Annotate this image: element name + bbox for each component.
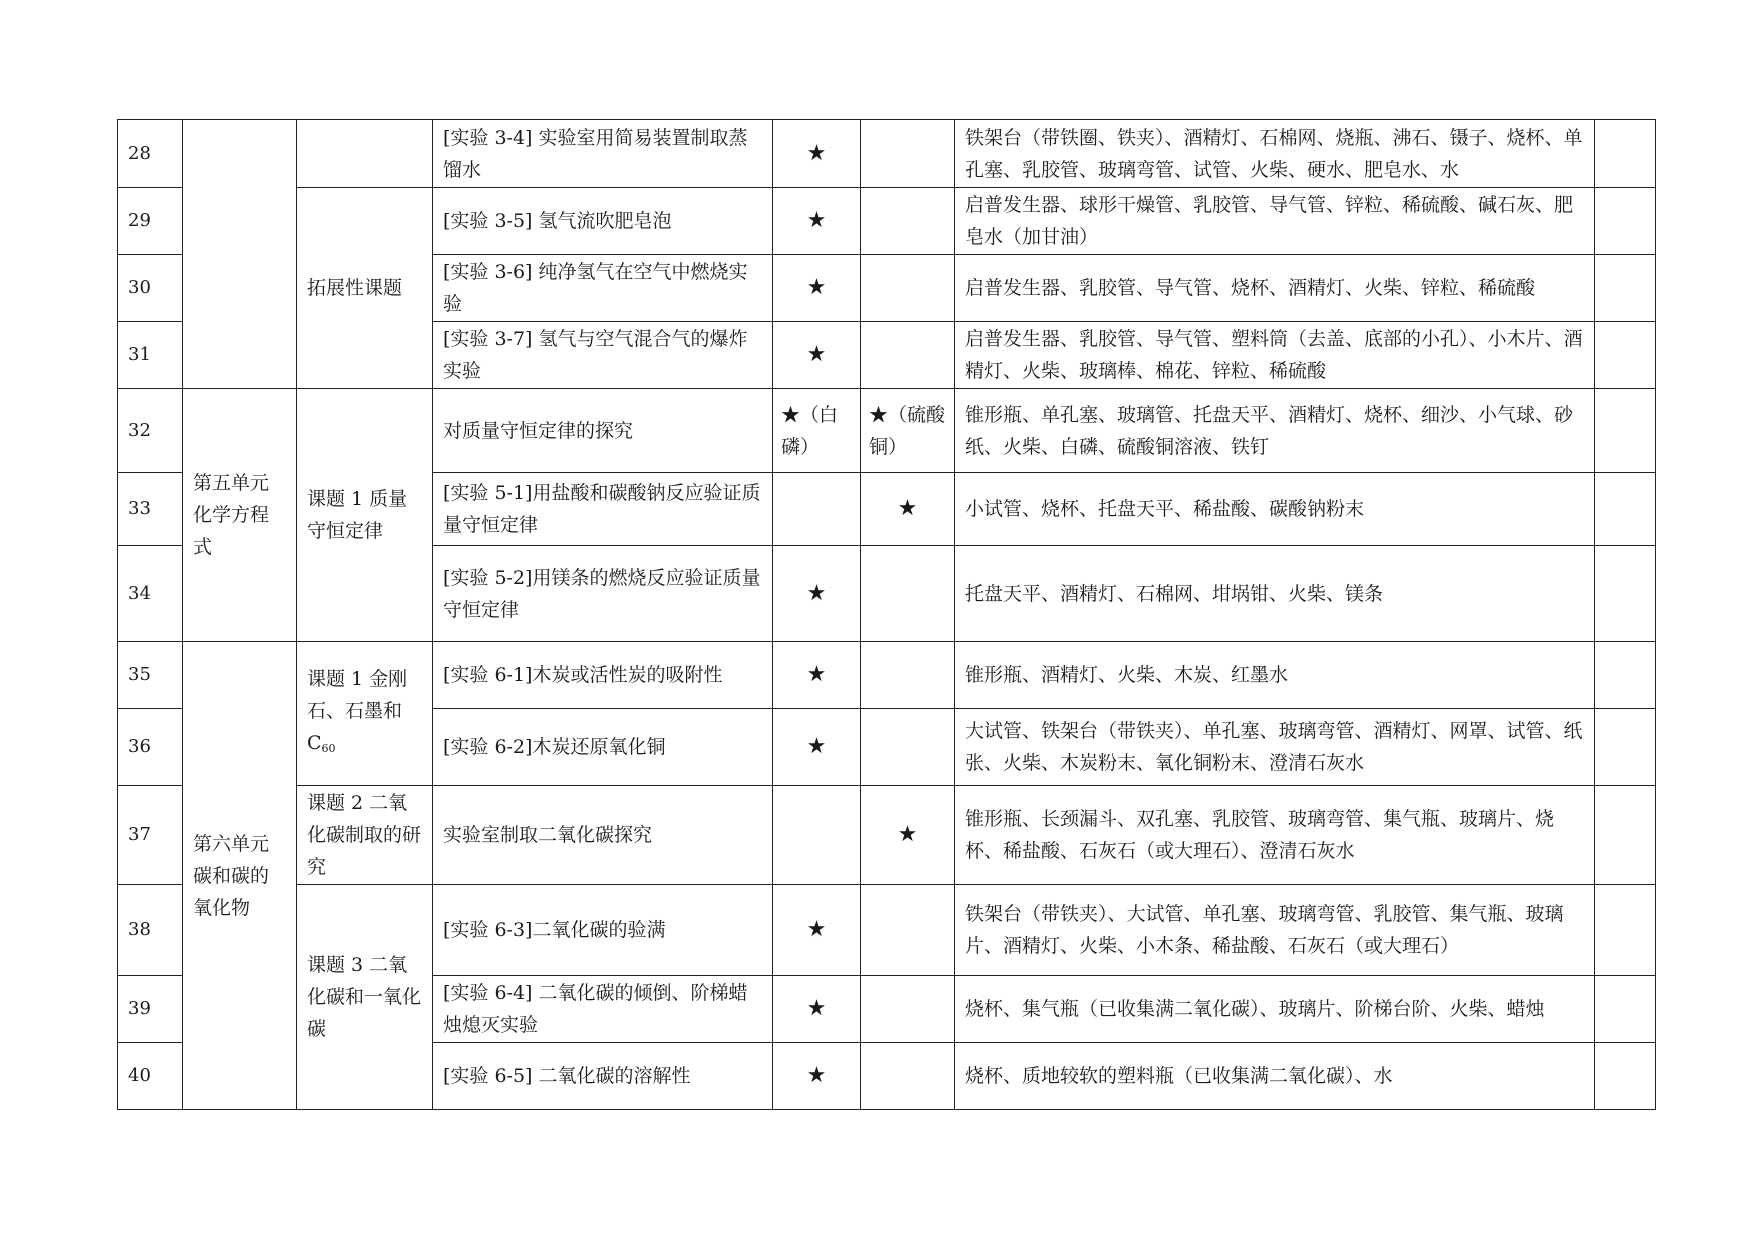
unit-cell-empty bbox=[183, 120, 297, 389]
demo-mark bbox=[773, 786, 861, 885]
group-mark: ★ bbox=[861, 473, 955, 546]
equipment-list: 铁架台（带铁圈、铁夹）、酒精灯、石棉网、烧瓶、沸石、镊子、烧杯、单孔塞、乳胶管、玻璃弯管、试管、火柴、硬水、肥皂水、水 bbox=[955, 120, 1595, 188]
experiment-name: [实验 5-2]用镁条的燃烧反应验证质量守恒定律 bbox=[433, 546, 773, 642]
row-number: 38 bbox=[118, 885, 183, 976]
group-mark bbox=[861, 976, 955, 1043]
remark-cell bbox=[1595, 322, 1656, 389]
table-row bbox=[118, 120, 1656, 188]
topic-cell-empty bbox=[297, 120, 433, 188]
demo-mark: ★ bbox=[773, 1043, 861, 1110]
row-number: 33 bbox=[118, 473, 183, 546]
remark-cell bbox=[1595, 546, 1656, 642]
remark-cell bbox=[1595, 473, 1656, 546]
row-number: 30 bbox=[118, 255, 183, 322]
group-mark bbox=[861, 322, 955, 389]
experiment-name: [实验 6-1]木炭或活性炭的吸附性 bbox=[433, 642, 773, 709]
table-row bbox=[118, 389, 1656, 473]
remark-cell bbox=[1595, 1043, 1656, 1110]
equipment-list: 大试管、铁架台（带铁夹）、单孔塞、玻璃弯管、酒精灯、网罩、试管、纸张、火柴、木炭粉末、氧化铜粉末、澄清石灰水 bbox=[955, 709, 1595, 786]
demo-mark: ★ bbox=[773, 188, 861, 255]
row-number: 34 bbox=[118, 546, 183, 642]
unit-name: 第六单元碳和碳的氧化物 bbox=[183, 642, 297, 1110]
experiment-name: 实验室制取二氧化碳探究 bbox=[433, 786, 773, 885]
remark-cell bbox=[1595, 188, 1656, 255]
equipment-list: 烧杯、集气瓶（已收集满二氧化碳）、玻璃片、阶梯台阶、火柴、蜡烛 bbox=[955, 976, 1595, 1043]
unit-name: 第五单元化学方程式 bbox=[183, 389, 297, 642]
table-row bbox=[118, 188, 1656, 255]
demo-mark: ★ bbox=[773, 255, 861, 322]
group-mark bbox=[861, 709, 955, 786]
equipment-list: 启普发生器、乳胶管、导气管、塑料筒（去盖、底部的小孔）、小木片、酒精灯、火柴、玻璃棒、棉花、锌粒、稀硫酸 bbox=[955, 322, 1595, 389]
demo-mark: ★ bbox=[773, 885, 861, 976]
row-number: 39 bbox=[118, 976, 183, 1043]
demo-mark: ★ bbox=[773, 976, 861, 1043]
experiment-equipment-table bbox=[117, 119, 1656, 1110]
topic-name: 拓展性课题 bbox=[297, 188, 433, 389]
topic-name bbox=[297, 642, 433, 786]
table-row bbox=[118, 885, 1656, 976]
remark-cell bbox=[1595, 709, 1656, 786]
remark-cell bbox=[1595, 255, 1656, 322]
experiment-name: [实验 3-5] 氢气流吹肥皂泡 bbox=[433, 188, 773, 255]
equipment-list: 锥形瓶、长颈漏斗、双孔塞、乳胶管、玻璃弯管、集气瓶、玻璃片、烧杯、稀盐酸、石灰石（或大理石）、澄清石灰水 bbox=[955, 786, 1595, 885]
topic-name-text: 课题 1 金刚石、石墨和 C bbox=[307, 667, 408, 754]
topic-name: 课题 2 二氧化碳制取的研究 bbox=[297, 786, 433, 885]
demo-mark: ★ bbox=[773, 642, 861, 709]
row-number: 31 bbox=[118, 322, 183, 389]
row-number: 40 bbox=[118, 1043, 183, 1110]
group-mark bbox=[861, 642, 955, 709]
equipment-list: 小试管、烧杯、托盘天平、稀盐酸、碳酸钠粉末 bbox=[955, 473, 1595, 546]
equipment-list: 启普发生器、球形干燥管、乳胶管、导气管、锌粒、稀硫酸、碱石灰、肥皂水（加甘油） bbox=[955, 188, 1595, 255]
demo-mark: ★ bbox=[773, 546, 861, 642]
equipment-list: 铁架台（带铁夹）、大试管、单孔塞、玻璃弯管、乳胶管、集气瓶、玻璃片、酒精灯、火柴、小木条、稀盐酸、石灰石（或大理石） bbox=[955, 885, 1595, 976]
experiment-name: [实验 3-4] 实验室用简易装置制取蒸馏水 bbox=[433, 120, 773, 188]
equipment-list: 托盘天平、酒精灯、石棉网、坩埚钳、火柴、镁条 bbox=[955, 546, 1595, 642]
demo-mark: ★ bbox=[773, 120, 861, 188]
group-mark bbox=[861, 546, 955, 642]
remark-cell bbox=[1595, 976, 1656, 1043]
equipment-list: 启普发生器、乳胶管、导气管、烧杯、酒精灯、火柴、锌粒、稀硫酸 bbox=[955, 255, 1595, 322]
group-mark bbox=[861, 1043, 955, 1110]
equipment-list: 烧杯、质地较软的塑料瓶（已收集满二氧化碳）、水 bbox=[955, 1043, 1595, 1110]
group-mark: ★（硫酸铜） bbox=[861, 389, 955, 473]
row-number: 35 bbox=[118, 642, 183, 709]
group-mark bbox=[861, 885, 955, 976]
remark-cell bbox=[1595, 885, 1656, 976]
table-row bbox=[118, 642, 1656, 709]
table-row bbox=[118, 786, 1656, 885]
remark-cell bbox=[1595, 389, 1656, 473]
experiment-name: [实验 5-1]用盐酸和碳酸钠反应验证质量守恒定律 bbox=[433, 473, 773, 546]
experiment-name: [实验 6-5] 二氧化碳的溶解性 bbox=[433, 1043, 773, 1110]
experiment-name: [实验 3-7] 氢气与空气混合气的爆炸实验 bbox=[433, 322, 773, 389]
group-mark: ★ bbox=[861, 786, 955, 885]
row-number: 37 bbox=[118, 786, 183, 885]
group-mark bbox=[861, 120, 955, 188]
demo-mark: ★（白磷） bbox=[773, 389, 861, 473]
experiment-name: [实验 6-4] 二氧化碳的倾倒、阶梯蜡烛熄灭实验 bbox=[433, 976, 773, 1043]
topic-name: 课题 3 二氧化碳和一氧化碳 bbox=[297, 885, 433, 1110]
topic-name-subscript: 60 bbox=[321, 741, 336, 755]
topic-name: 课题 1 质量守恒定律 bbox=[297, 389, 433, 642]
remark-cell bbox=[1595, 642, 1656, 709]
experiment-name: [实验 6-2]木炭还原氧化铜 bbox=[433, 709, 773, 786]
experiment-name: 对质量守恒定律的探究 bbox=[433, 389, 773, 473]
row-number: 29 bbox=[118, 188, 183, 255]
row-number: 28 bbox=[118, 120, 183, 188]
equipment-list: 锥形瓶、单孔塞、玻璃管、托盘天平、酒精灯、烧杯、细沙、小气球、砂纸、火柴、白磷、硫酸铜溶液、铁钉 bbox=[955, 389, 1595, 473]
group-mark bbox=[861, 188, 955, 255]
remark-cell bbox=[1595, 120, 1656, 188]
group-mark bbox=[861, 255, 955, 322]
demo-mark: ★ bbox=[773, 709, 861, 786]
demo-mark bbox=[773, 473, 861, 546]
experiment-name: [实验 6-3]二氧化碳的验满 bbox=[433, 885, 773, 976]
experiment-name: [实验 3-6] 纯净氢气在空气中燃烧实验 bbox=[433, 255, 773, 322]
equipment-list: 锥形瓶、酒精灯、火柴、木炭、红墨水 bbox=[955, 642, 1595, 709]
demo-mark: ★ bbox=[773, 322, 861, 389]
row-number: 36 bbox=[118, 709, 183, 786]
remark-cell bbox=[1595, 786, 1656, 885]
equipment-table-page bbox=[117, 119, 1655, 1110]
row-number: 32 bbox=[118, 389, 183, 473]
